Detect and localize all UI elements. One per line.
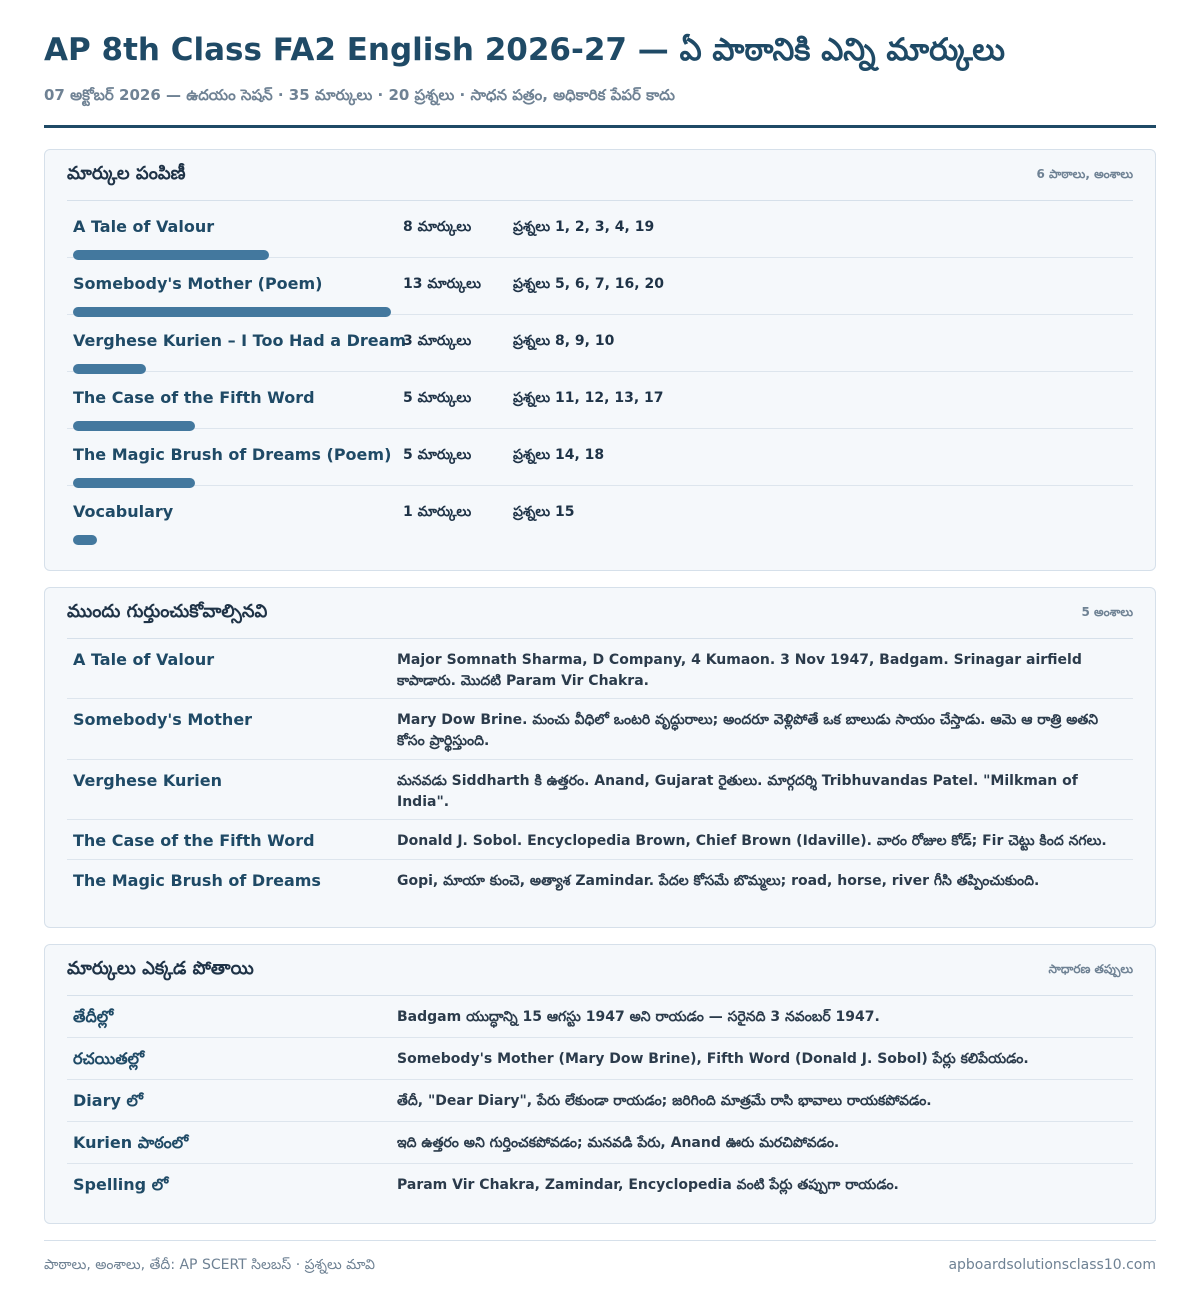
mistake-key: Spelling లో	[73, 1175, 169, 1194]
remember-list	[67, 639, 1133, 900]
mistake-row	[67, 1122, 1133, 1164]
mistakes-list	[67, 996, 1133, 1205]
remember-value: Mary Dow Brine. మంచు వీధిలో ఒంటరి వృద్ధురాలు; అందరూ వెళ్లిపోతే ఒక బాలుడు సాయం చేస్తాడు. ఆమె ఆ రాత్రి అతని కోసం ప్రార్థిస్తుంది.	[397, 712, 1099, 749]
card-title: ముందు గుర్తుంచుకోవాల్సినవి	[67, 600, 268, 622]
lesson-name: The Case of the Fifth Word	[73, 388, 315, 407]
distribution-row	[67, 315, 1133, 372]
remember-row	[67, 639, 1133, 699]
mistake-row	[67, 1038, 1133, 1080]
card-title: మార్కులు ఎక్కడ పోతాయి	[67, 957, 254, 979]
mistake-value: Badgam యుద్ధాన్ని 15 ఆగస్టు 1947 అని రాయడం — సరైనది 3 నవంబర్ 1947.	[397, 1009, 880, 1025]
mistake-row	[67, 996, 1133, 1038]
card-header	[67, 150, 1133, 201]
distribution-row	[67, 429, 1133, 486]
card-title: మార్కుల పంపిణీ	[67, 162, 186, 184]
card-meta: 6 పాఠాలు, అంశాలు	[1036, 166, 1133, 181]
lesson-questions: ప్రశ్నలు 8, 9, 10	[513, 333, 615, 349]
distribution-row	[67, 201, 1133, 258]
page-header	[44, 28, 1156, 128]
distribution-row	[67, 258, 1133, 315]
footer-site-link[interactable]: apboardsolutionsclass10.com	[948, 1257, 1156, 1273]
page-title: AP 8th Class FA2 English 2026-27 — ఏ పాఠానికి ఎన్ని మార్కులు	[44, 32, 1005, 68]
lesson-questions: ప్రశ్నలు 11, 12, 13, 17	[513, 390, 664, 406]
remember-row	[67, 760, 1133, 820]
mistake-value: తేదీ, "Dear Diary", పేరు లేకుండా రాయడం; జరిగింది మాత్రమే రాసి భావాలు రాయకపోవడం.	[397, 1093, 932, 1109]
mistake-value: Param Vir Chakra, Zamindar, Encyclopedia వంటి పేర్లు తప్పుగా రాయడం.	[397, 1177, 899, 1193]
page-subtitle: 07 అక్టోబర్ 2026 — ఉదయం సెషన్ · 35 మార్కులు · 20 ప్రశ్నలు · సాధన పత్రం, అధికారిక పేపర్ కాదు	[44, 86, 675, 104]
mistake-key: Kurien పాఠంలో	[73, 1133, 189, 1152]
mistake-key: రచయితల్లో	[73, 1049, 145, 1068]
lesson-name: A Tale of Valour	[73, 217, 215, 236]
lesson-name: Verghese Kurien – I Too Had a Dream	[73, 331, 407, 350]
distribution-row	[67, 486, 1133, 544]
remember-key: The Magic Brush of Dreams	[73, 871, 321, 890]
mistake-row	[67, 1164, 1133, 1205]
mistake-key: Diary లో	[73, 1091, 143, 1110]
remember-value: మనవడు Siddharth కి ఉత్తరం. Anand, Gujarat రైతులు. మార్గదర్శి Tribhuvandas Patel. "Milkman of India".	[397, 773, 1078, 810]
mistakes-card	[44, 944, 1156, 1224]
distribution-list	[67, 201, 1133, 544]
mistake-key: తేదీల్లో	[73, 1007, 114, 1026]
mistake-value: Somebody's Mother (Mary Dow Brine), Fifth Word (Donald J. Sobol) పేర్లు కలిపేయడం.	[397, 1051, 1029, 1067]
remember-key: Somebody's Mother	[73, 710, 253, 729]
lesson-questions: ప్రశ్నలు 15	[513, 504, 575, 520]
card-meta: సాధారణ తప్పులు	[1048, 961, 1133, 976]
lesson-marks: 5 మార్కులు	[403, 447, 472, 463]
lesson-marks: 8 మార్కులు	[403, 219, 472, 235]
card-header	[67, 588, 1133, 639]
mistake-value: ఇది ఉత్తరం అని గుర్తించకపోవడం; మనవడి పేరు, Anand ఊరు మరచిపోవడం.	[397, 1135, 840, 1151]
lesson-name: The Magic Brush of Dreams (Poem)	[73, 445, 392, 464]
card-meta: 5 అంశాలు	[1081, 604, 1133, 619]
remember-value: Gopi, మాయా కుంచె, అత్యాశ Zamindar. పేదల కోసమే బొమ్మలు; road, horse, river గీసి తప్పించుకుంది.	[397, 873, 1040, 889]
remember-row	[67, 699, 1133, 760]
lesson-marks: 5 మార్కులు	[403, 390, 472, 406]
remember-key: A Tale of Valour	[73, 650, 215, 669]
lesson-questions: ప్రశ్నలు 5, 6, 7, 16, 20	[513, 276, 664, 292]
lesson-name: Somebody's Mother (Poem)	[73, 274, 323, 293]
footer-source: పాఠాలు, అంశాలు, తేదీ: AP SCERT సిలబస్ · ప్రశ్నలు మావి	[44, 1257, 376, 1273]
card-header	[67, 945, 1133, 996]
marks-bar-track	[73, 535, 393, 545]
marks-distribution-card	[44, 149, 1156, 571]
remember-row	[67, 860, 1133, 900]
lesson-name: Vocabulary	[73, 502, 174, 521]
lesson-questions: ప్రశ్నలు 1, 2, 3, 4, 19	[513, 219, 655, 235]
page-footer	[44, 1240, 1156, 1276]
distribution-row	[67, 372, 1133, 429]
remember-row	[67, 820, 1133, 860]
remember-value: Donald J. Sobol. Encyclopedia Brown, Chief Brown (Idaville). వారం రోజుల కోడ్; Fir చెట్టు కింద నగలు.	[397, 833, 1107, 849]
remember-key: Verghese Kurien	[73, 771, 223, 790]
mistake-row	[67, 1080, 1133, 1122]
lesson-questions: ప్రశ్నలు 14, 18	[513, 447, 605, 463]
lesson-marks: 1 మార్కులు	[403, 504, 472, 520]
remember-key: The Case of the Fifth Word	[73, 831, 315, 850]
marks-bar	[73, 535, 97, 545]
remember-card	[44, 587, 1156, 928]
remember-value: Major Somnath Sharma, D Company, 4 Kumaon. 3 Nov 1947, Badgam. Srinagar airfield కాపాడారు. మొదటి Param Vir Chakra.	[397, 652, 1082, 689]
lesson-marks: 3 మార్కులు	[403, 333, 472, 349]
lesson-marks: 13 మార్కులు	[403, 276, 481, 292]
